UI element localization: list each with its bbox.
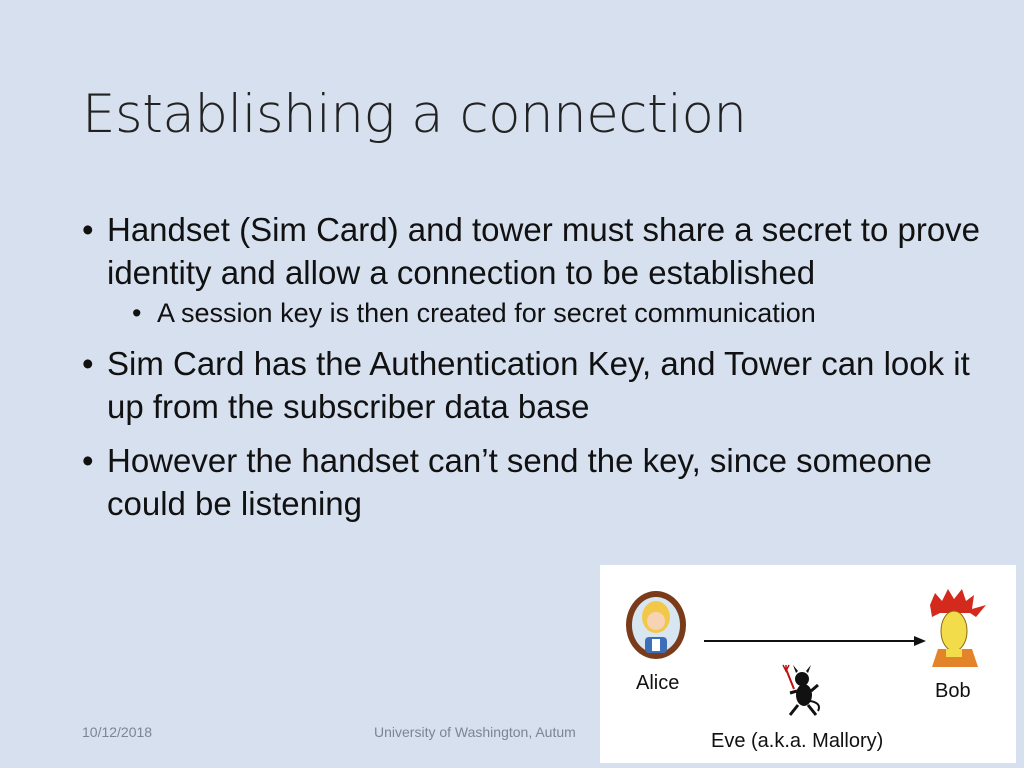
sub-bullet-1: • A session key is then created for secret communication [132,294,982,332]
bullet-2: • Sim Card has the Authentication Key, and Tower can look it up from the subscriber data base [82,342,982,428]
footer-date: 10/12/2018 [82,724,153,740]
eve-label: Eve (a.k.a. Mallory) [711,730,884,752]
eve-icon [783,665,819,715]
arrow-head-icon [914,636,926,646]
slide-title: Establishing a connection [82,84,747,145]
bob-icon [930,589,986,667]
bullet-3: • However the handset can’t send the key, since someone could be listening [82,439,982,525]
bullet-list [82,208,982,525]
alice-bob-eve-figure [600,565,1016,763]
footer-text: University of Washington, Autum [374,724,576,740]
alice-label: Alice [636,672,680,694]
bob-label: Bob [935,680,971,702]
bullet-1: • Handset (Sim Card) and tower must share a secret to prove identity and allow a connection to be established [82,208,982,294]
alice-icon [626,591,686,659]
